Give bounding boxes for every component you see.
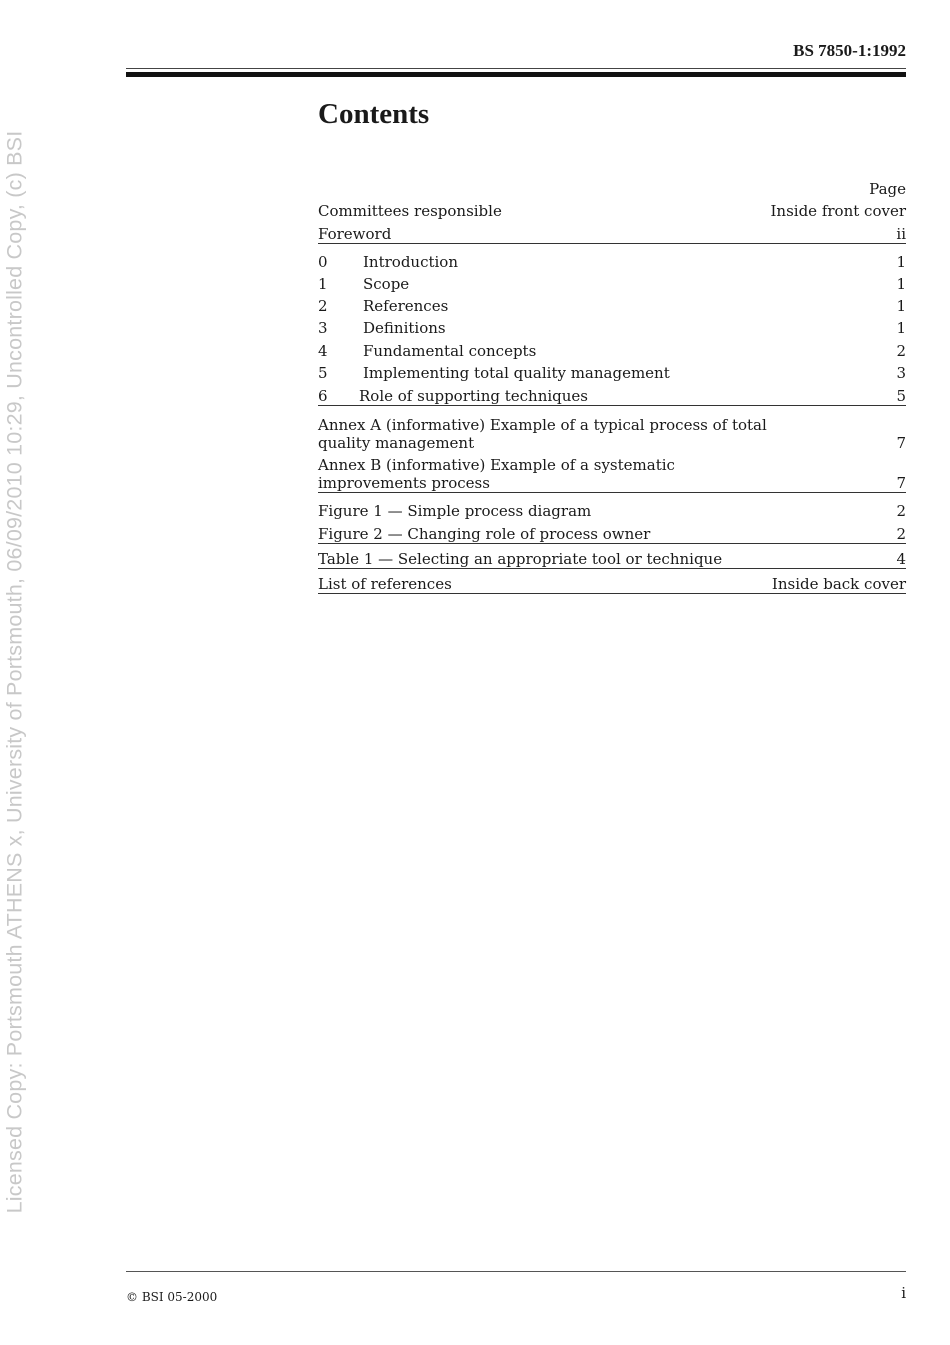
- clause-title: Implementing total quality management: [363, 364, 670, 382]
- licence-watermark: [0, 0, 30, 1345]
- watermark-text: Licensed Copy: Portsmouth ATHENS x, University of Portsmouth, 06/09/2010 10:29, Uncontrolled Copy, (c) BSI: [2, 130, 27, 1214]
- toc-entry-page: 1: [896, 297, 906, 315]
- clause-title: Introduction: [363, 253, 458, 271]
- toc-entry-page: Inside back cover: [771, 575, 906, 593]
- toc-entry-page: 2: [896, 525, 906, 543]
- toc-page-heading-row: [318, 176, 906, 198]
- toc-clause-row: [318, 337, 906, 360]
- toc-clause-row: [318, 382, 906, 406]
- toc-entry-page: 7: [896, 474, 906, 492]
- toc-entry-label: Committees responsible: [318, 202, 502, 220]
- toc-annex-row: [318, 452, 906, 493]
- clause-title: Role of supporting techniques: [359, 387, 588, 405]
- toc-figure-row: [318, 493, 906, 520]
- table-of-contents: [318, 176, 906, 594]
- page-column-heading: Page: [869, 180, 906, 198]
- toc-entry-page: 1: [896, 275, 906, 293]
- toc-clause-row: [318, 271, 906, 293]
- clause-number: 6: [318, 387, 328, 405]
- clause-number: 0: [318, 253, 328, 271]
- toc-entry-page: Inside front cover: [770, 202, 906, 220]
- toc-clause-row: [318, 315, 906, 337]
- table-title: Table 1 — Selecting an appropriate tool or technique: [318, 550, 723, 568]
- toc-entry-page: 7: [896, 434, 906, 452]
- footer-rule: [126, 1271, 906, 1272]
- clause-number: 3: [318, 319, 328, 337]
- figure-title: Figure 1 — Simple process diagram: [318, 502, 592, 520]
- toc-annex-row: [318, 406, 906, 452]
- toc-entry-page: 1: [896, 319, 906, 337]
- toc-entry-page: 2: [896, 502, 906, 520]
- toc-entry-foreword: [318, 220, 906, 244]
- toc-table-row: [318, 544, 906, 569]
- toc-entry-page: 3: [896, 364, 906, 382]
- toc-entry-label: Foreword: [318, 225, 392, 243]
- document-id: BS 7850-1:1992: [793, 41, 906, 60]
- annex-title: Annex A (informative) Example of a typical process of total quality management: [318, 416, 767, 452]
- header-rule-thin: [126, 68, 906, 69]
- clause-title: Definitions: [363, 319, 446, 337]
- toc-entry-page: 4: [896, 550, 906, 568]
- annex-title: Annex B (informative) Example of a systematic improvements process: [318, 456, 675, 492]
- toc-entry-page: 2: [896, 342, 906, 360]
- header-rule-thick: [126, 72, 906, 77]
- clause-title: References: [363, 297, 449, 315]
- page-title: Contents: [318, 98, 430, 130]
- page-number: i: [901, 1284, 906, 1302]
- figure-title: Figure 2 — Changing role of process owner: [318, 525, 651, 543]
- clause-number: 5: [318, 364, 328, 382]
- toc-clause-row: [318, 360, 906, 382]
- toc-entry-committees: [318, 198, 906, 220]
- clause-title: Scope: [363, 275, 410, 293]
- clause-number: 2: [318, 297, 328, 315]
- clause-number: 1: [318, 275, 328, 293]
- toc-clause-row: [318, 293, 906, 315]
- toc-entry-label: List of references: [318, 575, 452, 593]
- clause-title: Fundamental concepts: [363, 342, 537, 360]
- toc-figure-row: [318, 520, 906, 544]
- toc-entry-page: 1: [896, 253, 906, 271]
- clause-number: 4: [318, 342, 328, 360]
- toc-entry-page: 5: [896, 387, 906, 405]
- copyright-notice: © BSI 05-2000: [126, 1290, 218, 1304]
- toc-entry-references: [318, 569, 906, 594]
- toc-entry-page: ii: [896, 225, 906, 243]
- toc-clause-row: [318, 244, 906, 271]
